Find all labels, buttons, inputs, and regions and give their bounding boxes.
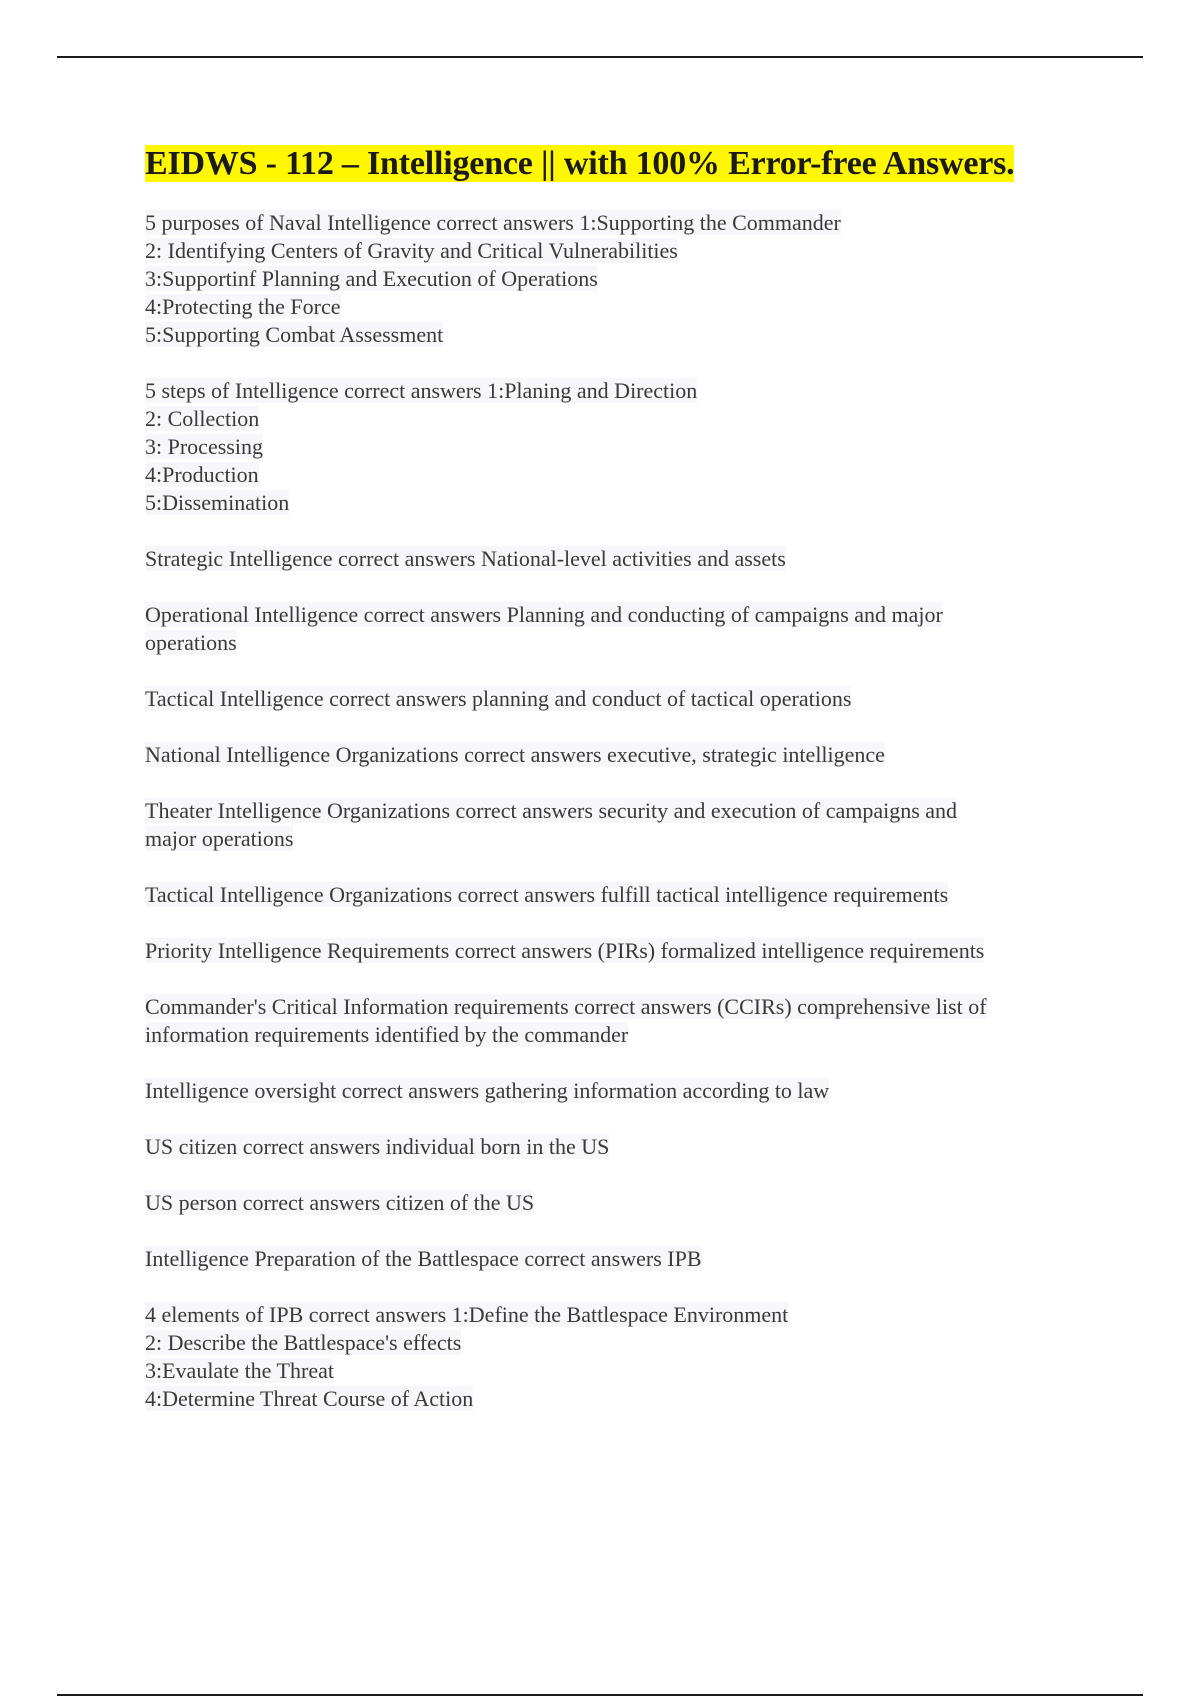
qa-entry <box>145 601 1105 657</box>
entry-line: 4:Production <box>145 462 259 487</box>
entry-line: 4:Protecting the Force <box>145 294 341 319</box>
entry-line: Intelligence Preparation of the Battlespace correct answers IPB <box>145 1246 702 1271</box>
qa-entry <box>145 1301 1105 1413</box>
entry-line: 5:Supporting Combat Assessment <box>145 322 444 347</box>
entry-line: 4 elements of IPB correct answers 1:Define the Battlespace Environment <box>145 1302 789 1327</box>
entry-line: US citizen correct answers individual born in the US <box>145 1134 610 1159</box>
entry-line: 4:Determine Threat Course of Action <box>145 1386 474 1411</box>
document-title: EIDWS - 112 – Intelligence || with 100% Error-free Answers. <box>145 145 1015 182</box>
entry-line: Tactical Intelligence correct answers planning and conduct of tactical operations <box>145 686 852 711</box>
entry-line: operations <box>145 630 237 655</box>
entry-line: US person correct answers citizen of the US <box>145 1190 535 1215</box>
qa-entry <box>145 993 1105 1049</box>
entry-line: major operations <box>145 826 294 851</box>
bottom-rule <box>57 1694 1143 1696</box>
entry-line: Operational Intelligence correct answers Planning and conducting of campaigns and major <box>145 602 943 627</box>
entry-line: 2: Identifying Centers of Gravity and Critical Vulnerabilities <box>145 238 678 263</box>
qa-entry <box>145 685 1105 713</box>
qa-entry <box>145 937 1105 965</box>
qa-entry <box>145 209 1105 349</box>
entry-line: 3:Evaulate the Threat <box>145 1358 334 1383</box>
entry-line: Intelligence oversight correct answers gathering information according to law <box>145 1078 830 1103</box>
qa-entry <box>145 377 1105 517</box>
entry-line: 5:Dissemination <box>145 490 290 515</box>
entry-line: 2: Collection <box>145 406 260 431</box>
qa-entry <box>145 1245 1105 1273</box>
entry-line: 3:Supportinf Planning and Execution of Operations <box>145 266 598 291</box>
entry-line: 5 steps of Intelligence correct answers 1:Planing and Direction <box>145 378 698 403</box>
qa-entry <box>145 1189 1105 1217</box>
entry-line: National Intelligence Organizations correct answers executive, strategic intelligence <box>145 742 885 767</box>
entry-line: information requirements identified by the commander <box>145 1022 629 1047</box>
entry-line: 3: Processing <box>145 434 263 459</box>
entry-line: 2: Describe the Battlespace's effects <box>145 1330 462 1355</box>
entry-line: Priority Intelligence Requirements correct answers (PIRs) formalized intelligence requirements <box>145 938 985 963</box>
top-rule <box>57 56 1143 58</box>
qa-entry <box>145 797 1105 853</box>
entry-line: Tactical Intelligence Organizations correct answers fulfill tactical intelligence requirements <box>145 882 949 907</box>
entry-line: Theater Intelligence Organizations correct answers security and execution of campaigns and <box>145 798 958 823</box>
qa-entry <box>145 741 1105 769</box>
qa-entry <box>145 545 1105 573</box>
entry-line: Strategic Intelligence correct answers National-level activities and assets <box>145 546 786 571</box>
document-body <box>145 142 1105 1441</box>
entry-line: 5 purposes of Naval Intelligence correct answers 1:Supporting the Commander <box>145 210 841 235</box>
qa-entry <box>145 1077 1105 1105</box>
entry-line: Commander's Critical Information requirements correct answers (CCIRs) comprehensive list of <box>145 994 987 1019</box>
qa-entry <box>145 1133 1105 1161</box>
qa-entry <box>145 881 1105 909</box>
title-block <box>145 142 1105 186</box>
